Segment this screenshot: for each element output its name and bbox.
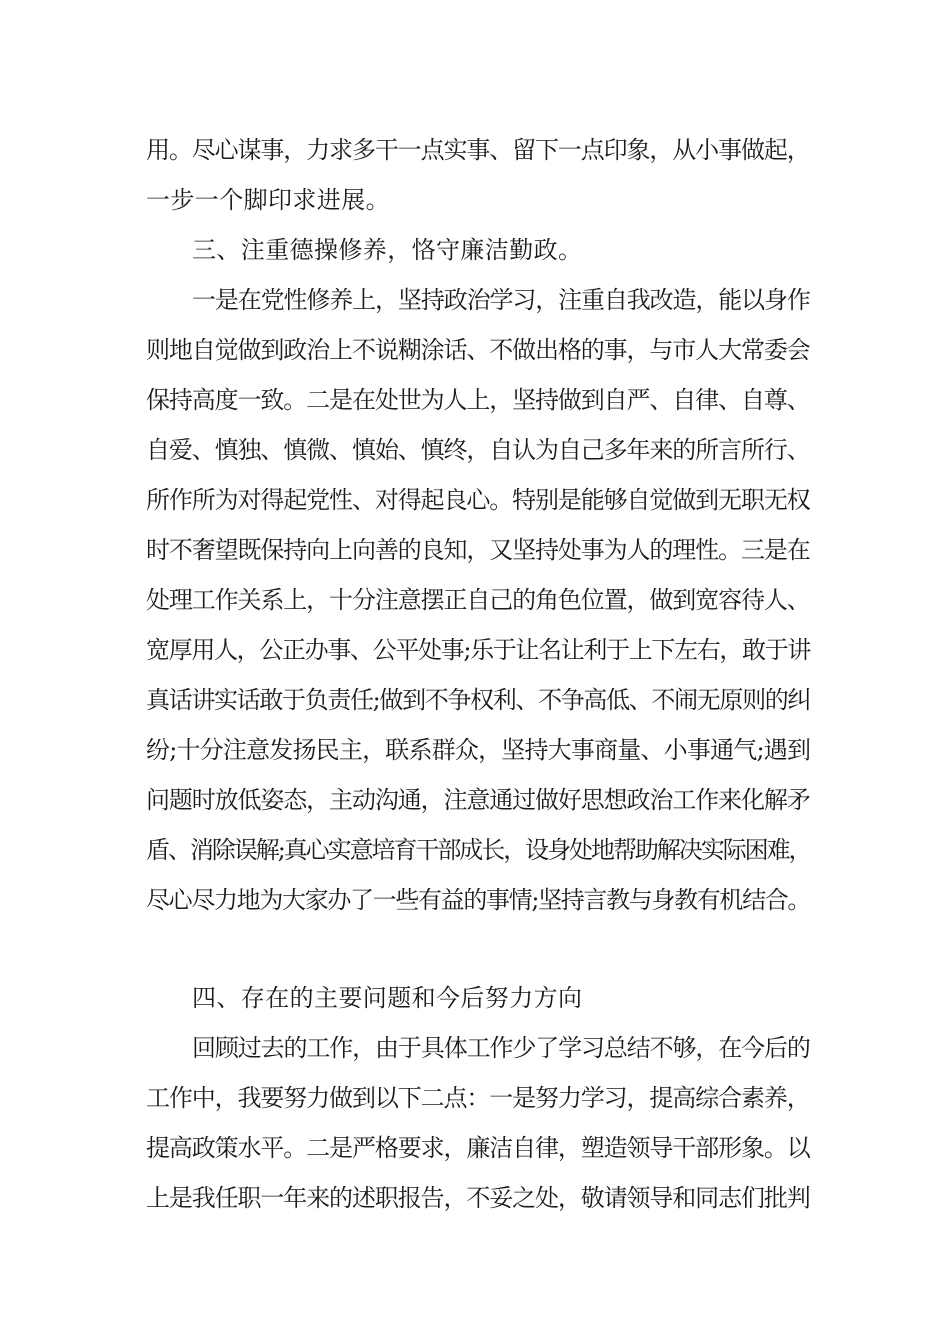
- text-line: 用。尽心谋事，力求多干一点实事、留下一点印象，从小事做起，: [146, 136, 810, 164]
- text-line: 尽心尽力地为大家办了一些有益的事情;坚持言教与身教有机结合。: [146, 886, 811, 914]
- section-heading: 三、注重德操修养，恪守廉洁勤政。: [192, 236, 583, 264]
- section-heading: 四、存在的主要问题和今后努力方向: [192, 984, 583, 1012]
- text-line: 一步一个脚印求进展。: [146, 186, 390, 214]
- text-line: 时不奢望既保持向上向善的良知，又坚持处事为人的理性。三是在: [146, 536, 810, 564]
- text-line: 工作中，我要努力做到以下二点：一是努力学习，提高综合素养，: [146, 1084, 810, 1112]
- text-line: 宽厚用人，公正办事、公平处事;乐于让名让利于上下左右，敢于讲: [146, 636, 811, 664]
- text-line: 上是我任职一年来的述职报告，不妥之处，敬请领导和同志们批判: [146, 1184, 810, 1212]
- text-line: 处理工作关系上，十分注意摆正自己的角色位置，做到宽容待人、: [146, 586, 810, 614]
- text-line: 真话讲实话敢于负责任;做到不争权利、不争高低、不闹无原则的纠: [146, 686, 811, 714]
- text-line: 则地自觉做到政治上不说糊涂话、不做出格的事，与市人大常委会: [146, 336, 810, 364]
- text-line: 问题时放低姿态，主动沟通，注意通过做好思想政治工作来化解矛: [146, 786, 810, 814]
- text-line: 自爱、慎独、慎微、慎始、慎终，自认为自己多年来的所言所行、: [146, 436, 810, 464]
- text-line: 提高政策水平。二是严格要求，廉洁自律，塑造领导干部形象。以: [146, 1134, 810, 1162]
- text-line: 盾、消除误解;真心实意培育干部成长，设身处地帮助解决实际困难，: [146, 836, 811, 864]
- paragraph-start-line: 一是在党性修养上，坚持政治学习，注重自我改造，能以身作: [192, 286, 810, 314]
- paragraph-start-line: 回顾过去的工作，由于具体工作少了学习总结不够，在今后的: [192, 1034, 810, 1062]
- text-line: 保持高度一致。二是在处世为人上，坚持做到自严、自律、自尊、: [146, 386, 810, 414]
- text-line: 纷;十分注意发扬民主，联系群众，坚持大事商量、小事通气;遇到: [146, 736, 811, 764]
- text-line: 所作所为对得起党性、对得起良心。特别是能够自觉做到无职无权: [146, 486, 810, 514]
